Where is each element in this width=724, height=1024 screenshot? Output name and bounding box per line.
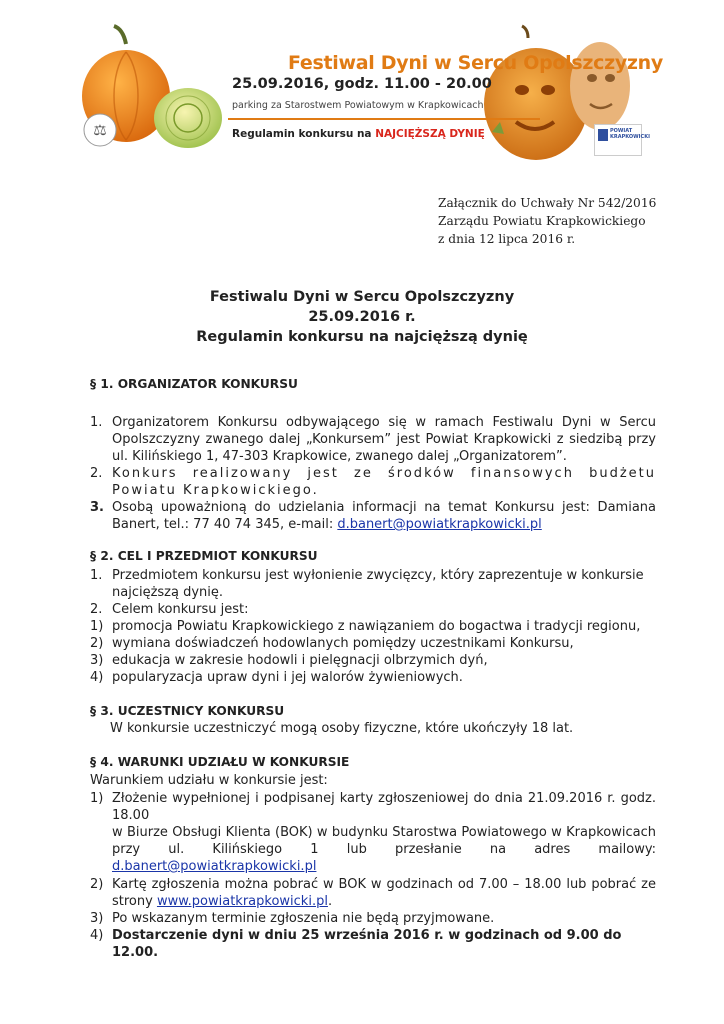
- s2-goal-4-num: 4): [90, 670, 104, 685]
- s2-item-2-num: 2.: [90, 602, 103, 617]
- s4-item-1-line-a: Złożenie wypełnionej i podpisanej karty zgłoszeniowej do dnia 21.09.2016 r. godz. 18.00: [112, 791, 656, 823]
- s4-item-3-num: 3): [90, 911, 104, 926]
- s4-item-2-tail: .: [327, 894, 333, 909]
- section-1-title: § 1. ORGANIZATOR KONKURSU: [90, 377, 298, 391]
- annex-note: [438, 194, 656, 248]
- banner-divider: [228, 118, 540, 120]
- s2-goal-1-text: promocja Powiatu Krapkowickiego z nawiązaniem do bogactwa i tradycji regionu,: [112, 619, 641, 634]
- s1-item-1-text: Organizatorem Konkursu odbywającego się w ramach Festiwalu Dyni w Sercu Opolszczyzny zwanego dalej „Konkursem” jest Powiat Krapkowicki z siedzibą przy ul. Kilińskiego 1, 47-303 Krapkowice, zwanego dalej „Organizatorem”.: [112, 415, 656, 464]
- s2-item-1-text: Przedmiotem konkursu jest wyłonienie zwycięzcy, który zaprezentuje w konkursie najcięższą dynię.: [112, 568, 644, 600]
- s2-goal-4-text: popularyzacja upraw dyni i jej walorów żywieniowych.: [112, 670, 463, 685]
- s1-item-1-num: 1.: [90, 415, 103, 430]
- s1-item-3-body: Osobą upoważnioną do udzielania informacji na temat Konkursu jest: Damiana Banert, tel.: 77 40 74 345, e-mail:: [112, 500, 656, 532]
- logo-line-2: KRAPKOWICKI: [610, 134, 650, 140]
- s4-item-1-num: 1): [90, 791, 104, 806]
- banner-regulation: [232, 128, 485, 140]
- scales-emblem: [84, 114, 116, 146]
- s2-goal-2-num: 2): [90, 636, 104, 651]
- heading-line-3: Regulamin konkursu na najcięższą dynię: [196, 329, 528, 345]
- s2-goal-2-text: wymiana doświadczeń hodowlanych pomiędzy uczestnikami Konkursu,: [112, 636, 574, 651]
- festival-banner: [80, 22, 663, 160]
- s2-goal-3-num: 3): [90, 653, 104, 668]
- s4-item-3-text: Po wskazanym terminie zgłoszenia nie będą przyjmowane.: [112, 911, 495, 926]
- s2-item-1-num: 1.: [90, 568, 103, 583]
- section-2-title: § 2. CEL I PRZEDMIOT KONKURSU: [90, 549, 318, 563]
- crest-icon: [598, 129, 608, 141]
- s4-website-link[interactable]: www.powiatkrapkowicki.pl: [156, 894, 328, 909]
- carved-melon: [154, 88, 222, 148]
- s4-item-2-body: Kartę zgłoszenia można pobrać w BOK w godzinach od 7.00 – 18.00 lub pobrać ze strony: [112, 877, 656, 909]
- s2-goal-1-num: 1): [90, 619, 104, 634]
- section-4-title: § 4. WARUNKI UDZIAŁU W KONKURSIE: [90, 755, 350, 769]
- banner-regulation-prefix: Regulamin konkursu na: [232, 128, 372, 140]
- s4-item-4-text: Dostarczenie dyni w dniu 25 września 2016 r. w godzinach od 9.00 do 12.00.: [112, 928, 622, 960]
- s1-item-3-text: [112, 499, 656, 533]
- s2-item-2-text: Celem konkursu jest:: [112, 602, 249, 617]
- banner-date: 25.09.2016, godz. 11.00 - 20.00: [232, 76, 492, 92]
- logo-line-1: POWIAT: [610, 128, 633, 134]
- annex-line-1: Załącznik do Uchwały Nr 542/2016: [438, 196, 657, 210]
- s1-item-3-num: 3.: [90, 500, 104, 515]
- banner-title: Festiwal Dyni w Sercu Opolszczyzny: [288, 52, 663, 74]
- s4-item-1-line-b: [112, 824, 656, 875]
- banner-regulation-highlight: NAJCIĘŻSZĄ DYNIĘ: [375, 128, 485, 140]
- s4-email-link[interactable]: d.banert@powiatkrapkowicki.pl: [112, 859, 317, 874]
- section-3-title: § 3. UCZESTNICY KONKURSU: [90, 704, 285, 718]
- svg-text:⚖: ⚖: [93, 121, 107, 139]
- heading-line-2: 25.09.2016 r.: [308, 309, 416, 325]
- heading-line-1: Festiwalu Dyni w Sercu Opolszczyzny: [209, 289, 515, 305]
- s2-goal-3-text: edukacja w zakresie hodowli i pielęgnacji olbrzymich dyń,: [112, 653, 488, 668]
- annex-line-3: z dnia 12 lipca 2016 r.: [438, 232, 576, 246]
- s4-intro: Warunkiem udziału w konkursie jest:: [90, 773, 328, 788]
- s1-email-link[interactable]: d.banert@powiatkrapkowicki.pl: [337, 517, 542, 532]
- s4-item-1-text: [112, 790, 656, 875]
- s1-item-2-text: Konkurs realizowany jest ze środków finansowych budżetu Powiatu Krapkowickiego.: [112, 466, 656, 498]
- s4-item-2-text: [112, 876, 656, 910]
- annex-line-2: Zarządu Powiatu Krapkowickiego: [438, 214, 646, 228]
- powiat-logo: [594, 124, 650, 156]
- s3-text: W konkursie uczestniczyć mogą osoby fizyczne, które ukończyły 18 lat.: [110, 721, 574, 736]
- s4-item-4-num: 4): [90, 928, 104, 943]
- s1-item-2-num: 2.: [90, 466, 103, 481]
- s4-item-1-body: w Biurze Obsługi Klienta (BOK) w budynku Starostwa Powiatowego w Krapkowicach przy ul. Kilińskiego 1 lub przesłanie na adres mailowy:: [112, 825, 656, 857]
- document-heading: [0, 287, 724, 347]
- banner-place: parking za Starostwem Powiatowym w Krapkowicach: [232, 100, 484, 111]
- s4-item-2-num: 2): [90, 877, 104, 892]
